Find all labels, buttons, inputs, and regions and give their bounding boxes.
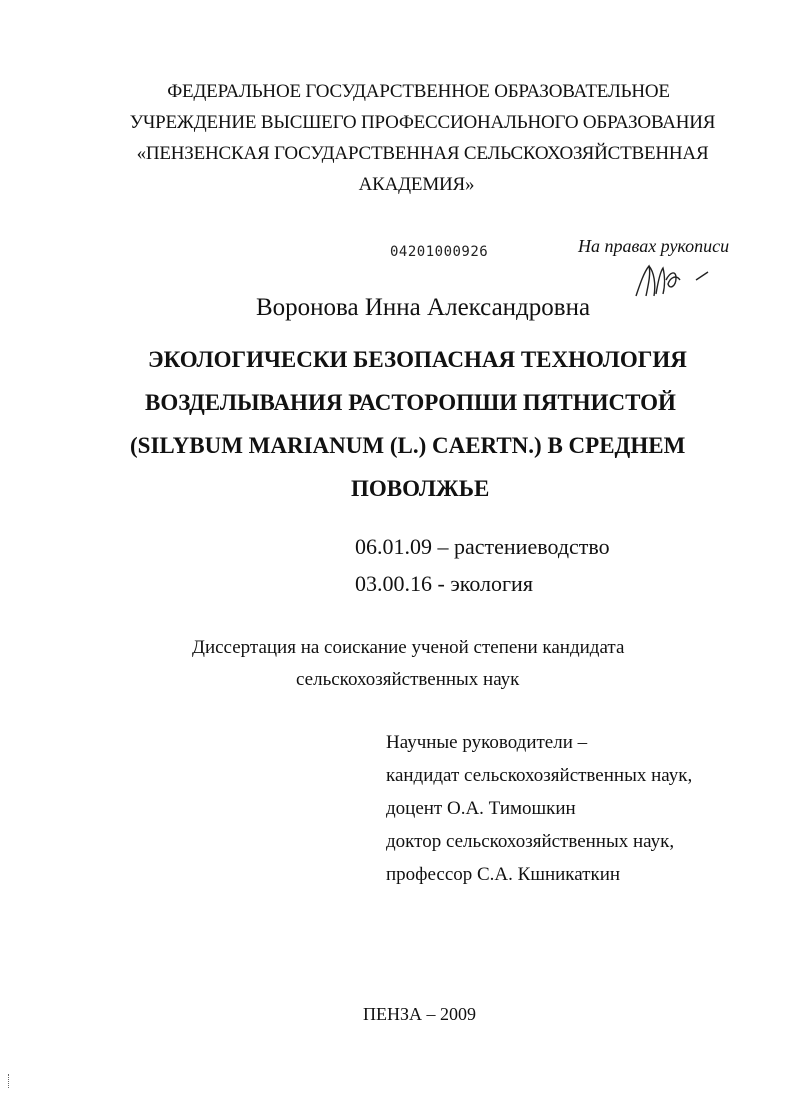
title-line: (SILYBUM MARIANUM (L.) CAERTN.) В СРЕДНЕМ — [130, 433, 686, 458]
supervisor-line: Научные руководители – — [386, 732, 588, 753]
institution-line: ФЕДЕРАЛЬНОЕ ГОСУДАРСТВЕННОЕ ОБРАЗОВАТЕЛЬНОЕ — [167, 81, 670, 102]
signature-icon — [630, 258, 710, 302]
specialty-item: 06.01.09 – растениеводство — [355, 534, 610, 559]
institution-line: УЧРЕЖДЕНИЕ ВЫСШЕГО ПРОФЕССИОНАЛЬНОГО ОБРАЗОВАНИЯ — [129, 112, 716, 133]
registry-code: 04201000926 — [390, 244, 489, 260]
scan-artifact — [8, 1074, 10, 1088]
degree-statement — [0, 632, 799, 696]
specialties — [355, 528, 610, 602]
institution-line: АКАДЕМИЯ» — [358, 174, 475, 195]
supervisor-line: профессор С.А. Кшникаткин — [386, 864, 621, 885]
city-year: ПЕНЗА – 2009 — [362, 1004, 476, 1024]
title-line: ПОВОЛЖЬЕ — [351, 476, 490, 501]
degree-line: Диссертация на соискание ученой степени кандидата — [192, 637, 625, 658]
supervisor-line: кандидат сельскохозяйственных наук, — [386, 765, 693, 786]
supervisors-block — [386, 726, 692, 891]
author-name: Воронова Инна Александровна — [256, 294, 591, 321]
title-line: ВОЗДЕЛЫВАНИЯ РАСТОРОПШИ ПЯТНИСТОЙ — [145, 390, 676, 415]
specialty-item: 03.00.16 - экология — [355, 571, 533, 596]
institution-line: «ПЕНЗЕНСКАЯ ГОСУДАРСТВЕННАЯ СЕЛЬСКОХОЗЯЙСТВЕННАЯ — [136, 143, 709, 164]
rights-note: На правах рукописи — [578, 236, 730, 256]
dissertation-title — [100, 338, 760, 510]
supervisor-line: доктор сельскохозяйственных наук, — [386, 831, 675, 852]
institution-header — [0, 76, 799, 200]
title-line: ЭКОЛОГИЧЕСКИ БЕЗОПАСНАЯ ТЕХНОЛОГИЯ — [148, 347, 687, 372]
supervisor-line: доцент О.А. Тимошкин — [386, 798, 576, 819]
degree-line: сельскохозяйственных наук — [296, 669, 520, 690]
